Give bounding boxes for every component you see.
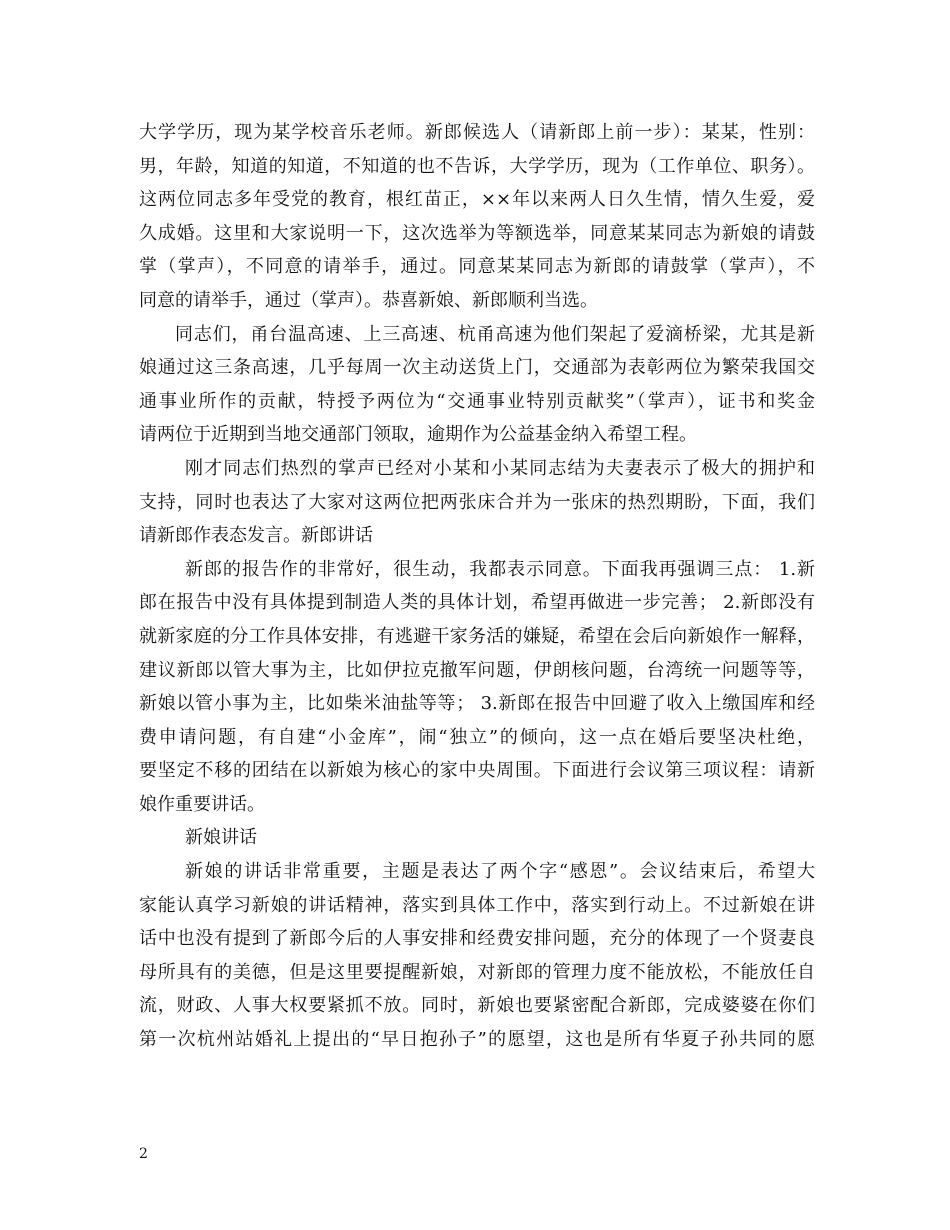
body-text <box>139 116 815 1057</box>
page-number: 2 <box>139 1146 148 1162</box>
text-line: 娘作重要讲话。 <box>139 793 265 815</box>
text-line: 要坚定不移的团结在以新娘为核心的家中央周围。下面进行会议第三项议程：请新 <box>139 760 815 782</box>
text-line: 掌（掌声），不同意的请举手，通过。同意某某同志为新郎的请鼓掌（掌声），不 <box>139 256 815 278</box>
section-heading: 新娘讲话 <box>185 827 257 849</box>
text-line: 流，财政、人事大权要紧抓不放。同时，新娘也要紧密配合新郎，完成婆婆在你们 <box>139 995 815 1017</box>
text-line: 请新郎作表态发言。新郎讲话 <box>139 525 373 547</box>
text-line: 就新家庭的分工作具体安排，有逃避干家务活的嫌疑，希望在会后向新娘作一解释， <box>139 625 815 647</box>
text-line: 通事业所作的贡献，特授予两位为“交通事业特别贡献奖”（掌声），证书和奖金 <box>139 390 815 412</box>
text-line: 男，年龄，知道的知道，不知道的也不告诉，大学学历，现为（工作单位、职务）。 <box>139 155 815 177</box>
text-line: 这两位同志多年受党的教育，根红苗正，××年以来两人日久生情，情久生爱，爱 <box>139 189 815 211</box>
text-line: 新娘的讲话非常重要，主题是表达了两个字“感恩”。会议结束后，希望大 <box>185 861 815 883</box>
text-line: 建议新郎以管大事为主，比如伊拉克撤军问题，伊朗核问题，台湾统一问题等等， <box>139 659 815 681</box>
text-line: 新郎的报告作的非常好，很生动，我都表示同意。下面我再强调三点： 1.新 <box>185 558 815 580</box>
text-line: 娘通过这三条高速，几乎每周一次主动送货上门，交通部为表彰两位为繁荣我国交 <box>139 357 815 379</box>
text-line: 第一次杭州站婚礼上提出的“早日抱孙子”的愿望，这也是所有华夏子孙共同的愿 <box>139 1029 815 1051</box>
text-line: 同志们，甬台温高速、上三高速、杭甬高速为他们架起了爱滴桥梁，尤其是新 <box>175 323 815 345</box>
text-line: 家能认真学习新娘的讲话精神，落实到具体工作中，落实到行动上。不过新娘在讲 <box>139 894 815 916</box>
text-line: 刚才同志们热烈的掌声已经对小某和小某同志结为夫妻表示了极大的拥护和 <box>185 457 815 479</box>
text-line: 支持，同时也表达了大家对这两位把两张床合并为一张床的热烈期盼，下面，我们 <box>139 491 815 513</box>
text-line: 久成婚。这里和大家说明一下，这次选举为等额选举，同意某某同志为新娘的请鼓 <box>139 222 815 244</box>
text-line: 请两位于近期到当地交通部门领取，逾期作为公益基金纳入希望工程。 <box>139 424 697 446</box>
text-line: 大学学历，现为某学校音乐老师。新郎候选人（请新郎上前一步）：某某，性别： <box>139 122 815 143</box>
text-line: 费申请问题，有自建“小金库”，闹“独立”的倾向，这一点在婚后要坚决杜绝， <box>139 726 815 748</box>
text-line: 郎在报告中没有具体提到制造人类的具体计划，希望再做进一步完善； 2.新郎没有 <box>139 592 815 614</box>
text-line: 新娘以管小事为主，比如柴米油盐等等； 3.新郎在报告中回避了收入上缴国库和经 <box>139 693 815 715</box>
text-line: 同意的请举手，通过（掌声）。恭喜新娘、新郎顺利当选。 <box>139 289 598 311</box>
text-line: 母所具有的美德，但是这里要提醒新娘，对新郎的管理力度不能放松，不能放任自 <box>139 961 815 983</box>
text-line: 话中也没有提到了新郎今后的人事安排和经费安排问题，充分的体现了一个贤妻良 <box>139 928 815 950</box>
